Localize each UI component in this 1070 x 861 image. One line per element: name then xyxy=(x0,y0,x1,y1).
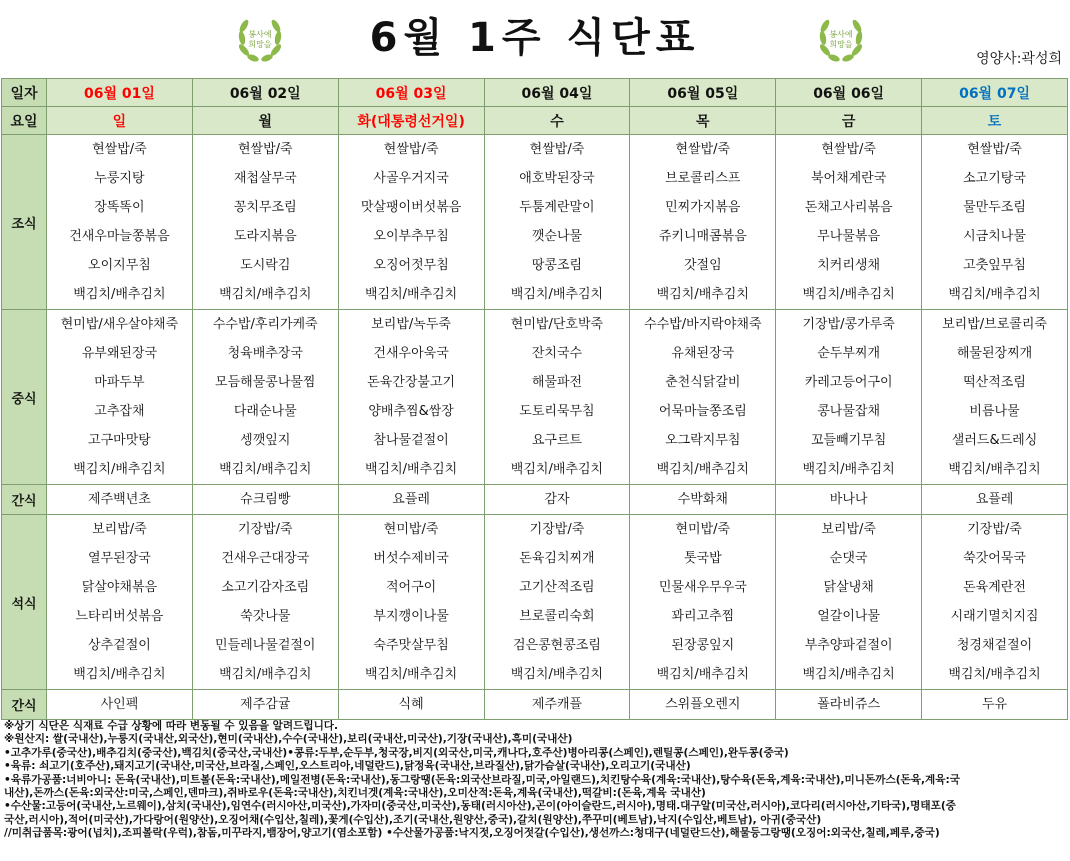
menu-item: 백김치/배추김치 xyxy=(510,462,604,477)
day-cell: 토 xyxy=(922,107,1068,135)
menu-item: 순두부찌개 xyxy=(817,346,881,361)
menu-item: 적어구이 xyxy=(385,580,437,595)
menu-item: 기장밥/죽 xyxy=(967,522,1022,537)
snack1-menu-cell xyxy=(630,485,776,515)
menu-item: 해물된장찌개 xyxy=(956,346,1033,361)
day-row xyxy=(2,107,1068,135)
lunch-menu-cell xyxy=(484,310,630,485)
breakfast-menu-cell xyxy=(338,135,484,310)
snack2-menu-cell xyxy=(338,690,484,720)
menu-item: 된장콩잎지 xyxy=(671,638,735,653)
menu-item: 현쌀밥/죽 xyxy=(675,142,731,157)
menu-item: 민들레나물겉절이 xyxy=(215,638,316,653)
menu-item: 치커리생채 xyxy=(817,258,881,273)
menu-item: 고추잡채 xyxy=(94,404,145,419)
breakfast-menu-cell xyxy=(922,135,1068,310)
menu-item: 톳국밥 xyxy=(683,551,722,566)
menu-item: 백김치/배추김치 xyxy=(73,667,166,682)
snack-item: 식혜 xyxy=(398,697,424,712)
menu-item: 도토리묵무침 xyxy=(519,404,595,419)
menu-item: 브로콜리스프 xyxy=(665,171,741,186)
menu-item: 깻순나물 xyxy=(531,229,583,244)
menu-item: 느타리버섯볶음 xyxy=(75,609,164,624)
lunch-menu-cell xyxy=(630,310,776,485)
menu-item: 청경채겉절이 xyxy=(956,638,1033,653)
menu-item: 백김치/배추김치 xyxy=(73,462,166,477)
menu-item: 요구르트 xyxy=(531,433,583,448)
menu-item: 카레고등어구이 xyxy=(804,375,893,390)
menu-item: 양배추찜&쌈장 xyxy=(368,404,454,419)
menu-item: 재첩살무국 xyxy=(233,171,297,186)
date-cell: 06월 05일 xyxy=(630,79,776,107)
menu-item: 오징어젓무침 xyxy=(373,258,449,273)
row-label-breakfast: 조식 xyxy=(2,135,47,310)
snack1-menu-cell xyxy=(922,485,1068,515)
footnote-line: //미취급품목:광어(넙치),조피볼락(우럭),참돔,미꾸라지,뱀장어,양고기(염소포함) •수산물가공품:낙지젓,오징어젓갈(수입산),생선까스:청대구(네덜란드산),해물등그랑땡(오징어:외국산,칠레,페루,중국) xyxy=(4,827,940,840)
snack1-menu-cell xyxy=(484,485,630,515)
dinner-menu-cell xyxy=(47,515,193,690)
menu-item: 쑥갓어묵국 xyxy=(963,551,1026,566)
day-cell: 목 xyxy=(630,107,776,135)
menu-item: 청육배추장국 xyxy=(227,346,303,361)
row-label-dinner: 석식 xyxy=(2,515,47,690)
footnote-line: 국산,러시아),적어(미국산),가다랑어(원양산),오징어채(수입산,칠레),꽃게(수입산),조기(국내산,원양산,중국),갈치(원양산),쭈꾸미(베트남),낙지(수입산,베트남), 아귀(중국산) xyxy=(4,813,822,826)
menu-item: 현쌀밥/죽 xyxy=(383,142,439,157)
date-cell: 06월 03일 xyxy=(338,79,484,107)
menu-item: 수수밥/바지락야채죽 xyxy=(644,317,762,332)
row-label-snack: 간식 xyxy=(2,690,47,720)
breakfast-menu-cell xyxy=(192,135,338,310)
menu-item: 보리밥/녹두죽 xyxy=(371,317,451,332)
menu-item: 백김치/배추김치 xyxy=(656,462,749,477)
menu-item: 떡산적조림 xyxy=(963,375,1026,390)
footnote-line: 내산),돈까스(돈육:외국산:미국,스페인,덴마크),쥐바로우(돈육:국내산),치킨너겟(계육:국내산),오미산적:돈육,계육(국내산),떡갈비:(돈육,계육 국내산) xyxy=(4,787,706,800)
menu-item: 기장밥/죽 xyxy=(237,522,293,537)
logo-emblem xyxy=(813,10,869,66)
menu-item: 도시락김 xyxy=(240,258,291,273)
breakfast-menu-cell xyxy=(630,135,776,310)
dinner-menu-cell xyxy=(776,515,922,690)
menu-item: 백김치/배추김치 xyxy=(656,667,749,682)
menu-item: 백김치/배추김치 xyxy=(73,287,166,302)
menu-item: 마파두부 xyxy=(94,375,145,390)
snack-item: 슈크림빵 xyxy=(240,492,291,507)
snack2-menu-cell xyxy=(47,690,193,720)
menu-item: 소고기감자조림 xyxy=(221,580,310,595)
menu-item: 백김치/배추김치 xyxy=(219,287,312,302)
snack2-menu-cell xyxy=(776,690,922,720)
menu-item: 갓절임 xyxy=(683,258,722,273)
menu-item: 샐러드&드레싱 xyxy=(951,433,1038,448)
menu-item: 백김치/배추김치 xyxy=(948,667,1041,682)
menu-item: 닭살야채볶음 xyxy=(81,580,158,595)
dinner-menu-cell xyxy=(922,515,1068,690)
menu-item: 보리밥/죽 xyxy=(821,522,876,537)
snack-row-evening xyxy=(2,690,1068,720)
menu-item: 고기산적조림 xyxy=(519,580,595,595)
menu-item: 백김치/배추김치 xyxy=(510,287,604,302)
menu-item: 북어채계란국 xyxy=(810,171,887,186)
menu-item: 검은콩현콩조림 xyxy=(513,638,601,653)
menu-item: 보리밥/죽 xyxy=(92,522,147,537)
lunch-menu-cell xyxy=(776,310,922,485)
menu-item: 닭살냉채 xyxy=(823,580,874,595)
snack-item: 제주백년초 xyxy=(88,492,151,507)
menu-item: 시래기멸치지짐 xyxy=(950,609,1039,624)
menu-item: 현미밥/새우살야채죽 xyxy=(60,317,179,332)
date-cell: 06월 01일 xyxy=(47,79,193,107)
snack2-menu-cell xyxy=(484,690,630,720)
menu-item: 숙주맛살무침 xyxy=(373,638,449,653)
menu-item: 고춧잎무침 xyxy=(963,258,1026,273)
menu-item: 기장밥/죽 xyxy=(529,522,585,537)
meal-table xyxy=(1,78,1068,720)
menu-item: 쑥갓나물 xyxy=(240,609,291,624)
menu-item: 백김치/배추김치 xyxy=(802,287,895,302)
row-label-snack: 간식 xyxy=(2,485,47,515)
menu-item: 상추겉절이 xyxy=(88,638,151,653)
snack-item: 스위플오렌지 xyxy=(665,697,741,712)
snack-item: 두유 xyxy=(981,697,1008,712)
menu-item: 부지깽이나물 xyxy=(373,609,449,624)
day-cell: 월 xyxy=(192,107,338,135)
snack-row-afternoon xyxy=(2,485,1068,515)
menu-item: 수수밥/후리가케죽 xyxy=(212,317,318,332)
snack2-menu-cell xyxy=(630,690,776,720)
menu-item: 버섯수제비국 xyxy=(373,551,449,566)
menu-item: 돈육김치찌개 xyxy=(519,551,595,566)
menu-item: 애호박된장국 xyxy=(519,171,595,186)
footnote-line: •고추가루(중국산),배추김치(중국산),백김치(중국산,국내산)•콩류:두부,순두부,청국장,비지(외국산,미국,캐나다,호주산)병아리콩(스페인),렌틸콩(스페인),완두콩(중국) xyxy=(4,746,789,759)
menu-item: 시금치나물 xyxy=(963,229,1026,244)
menu-item: 민찌가지볶음 xyxy=(665,200,741,215)
menu-item: 다래순나물 xyxy=(233,404,297,419)
menu-item: 모듬해물콩나물찜 xyxy=(215,375,316,390)
menu-item: 돈육간장불고기 xyxy=(367,375,456,390)
menu-item: 참나물겉절이 xyxy=(373,433,449,448)
menu-item: 물만두조림 xyxy=(963,200,1026,215)
menu-item: 춘천식닭갈비 xyxy=(665,375,741,390)
page-header xyxy=(0,0,1070,78)
menu-item: 건새우아욱국 xyxy=(373,346,449,361)
footnote-line: •육류가공품:너비아니: 돈육(국내산),미트볼(돈육:국내산),메일전병(돈육:국내산),동그랑땡(돈육:외국산브라질,미국,아일랜드),치킨탕수육(계육:국내산),탕수육(돈육,계육:국내산),미니돈까스(돈육,계육:국 xyxy=(4,773,960,786)
menu-item: 해물파전 xyxy=(531,375,583,390)
menu-item: 콩나물잡채 xyxy=(817,404,881,419)
lunch-row xyxy=(2,310,1068,485)
row-label-lunch: 중식 xyxy=(2,310,47,485)
menu-item: 꽁치무조림 xyxy=(233,200,297,215)
menu-item: 사골우거지국 xyxy=(373,171,449,186)
menu-item: 유채된장국 xyxy=(671,346,735,361)
menu-item: 부추양파겉절이 xyxy=(804,638,893,653)
snack-item: 감자 xyxy=(544,492,570,507)
date-cell: 06월 02일 xyxy=(192,79,338,107)
dinner-menu-cell xyxy=(338,515,484,690)
snack-item: 제주캐플 xyxy=(531,697,583,712)
day-cell: 수 xyxy=(484,107,630,135)
snack-item: 바나나 xyxy=(829,492,868,507)
menu-item: 백김치/배추김치 xyxy=(948,287,1041,302)
snack1-menu-cell xyxy=(338,485,484,515)
menu-item: 현쌀밥/죽 xyxy=(967,142,1022,157)
day-cell: 화(대통령선거일) xyxy=(338,107,484,135)
lunch-menu-cell xyxy=(922,310,1068,485)
dinner-menu-cell xyxy=(192,515,338,690)
row-label-date: 일자 xyxy=(2,79,47,107)
menu-item: 브로콜리숙회 xyxy=(519,609,595,624)
menu-item: 돈육계란전 xyxy=(963,580,1026,595)
menu-item: 현쌀밥/죽 xyxy=(821,142,876,157)
breakfast-row xyxy=(2,135,1068,310)
menu-item: 백김치/배추김치 xyxy=(364,462,458,477)
snack-item: 제주감귤 xyxy=(240,697,291,712)
snack1-menu-cell xyxy=(776,485,922,515)
snack-item: 폴라비쥬스 xyxy=(817,697,881,712)
menu-item: 현미밥/죽 xyxy=(383,522,439,537)
snack1-menu-cell xyxy=(47,485,193,515)
menu-item: 얼갈이나물 xyxy=(817,609,881,624)
footnote-line: ※상기 식단은 식재료 수급 상황에 따라 변동될 수 있음을 알려드립니다. xyxy=(4,720,339,732)
svg-text:봉사에: 봉사에 xyxy=(248,30,272,39)
breakfast-menu-cell xyxy=(47,135,193,310)
menu-item: 두툼계란말이 xyxy=(519,200,595,215)
dinner-row xyxy=(2,515,1068,690)
lunch-menu-cell xyxy=(47,310,193,485)
menu-item: 쥬키니매콤볶음 xyxy=(658,229,747,244)
menu-item: 유부왜된장국 xyxy=(81,346,158,361)
menu-item: 어묵마늘쫑조림 xyxy=(658,404,747,419)
menu-item: 비름나물 xyxy=(969,404,1020,419)
snack-item: 요플레 xyxy=(975,492,1014,507)
footnote-line: ※원산지: 쌀(국내산),누룽지(국내산,외국산),현미(국내산),수수(국내산),보리(국내산,미국산),기장(국내산),흑미(국내산) xyxy=(4,733,573,746)
day-cell: 금 xyxy=(776,107,922,135)
menu-item: 오이부추무침 xyxy=(373,229,449,244)
menu-item: 현쌀밥/죽 xyxy=(237,142,293,157)
footnote-line: •육류: 쇠고기(호주산),돼지고기(국내산,미국산,브라질,스페인,오스트리아,네덜란드),닭정육(국내산,브라질산),닭가슴살(국내산),오리고기(국내산) xyxy=(4,760,691,773)
svg-text:희망을: 희망을 xyxy=(248,40,272,49)
menu-item: 백김치/배추김치 xyxy=(656,287,749,302)
menu-item: 셍깻잎지 xyxy=(240,433,291,448)
menu-item: 오그락지무침 xyxy=(665,433,741,448)
snack-item: 수박화채 xyxy=(677,492,728,507)
date-cell: 06월 06일 xyxy=(776,79,922,107)
menu-item: 고구마맛탕 xyxy=(88,433,151,448)
menu-item: 맛살팽이버섯볶음 xyxy=(360,200,462,215)
menu-item: 건새우마늘쫑볶음 xyxy=(69,229,170,244)
menu-item: 민물새우무우국 xyxy=(658,580,747,595)
snack1-menu-cell xyxy=(192,485,338,515)
menu-item: 백김치/배추김치 xyxy=(802,462,895,477)
row-label-day: 요일 xyxy=(2,107,47,135)
menu-item: 현쌀밥/죽 xyxy=(529,142,585,157)
menu-item: 백김치/배추김치 xyxy=(948,462,1041,477)
menu-item: 무나물볶음 xyxy=(817,229,881,244)
nutritionist-name: 영양사:곽성희 xyxy=(976,51,1062,67)
snack-item: 사인펙 xyxy=(100,697,139,712)
menu-item: 현미밥/죽 xyxy=(675,522,731,537)
menu-item: 건새우근대장국 xyxy=(221,551,310,566)
menu-item: 백김치/배추김치 xyxy=(364,667,458,682)
menu-item: 현쌀밥/죽 xyxy=(92,142,147,157)
menu-item: 백김치/배추김치 xyxy=(510,667,604,682)
menu-item: 도라지볶음 xyxy=(233,229,297,244)
menu-item: 꼬들빼기무침 xyxy=(810,433,887,448)
menu-item: 보리밥/브로콜리죽 xyxy=(942,317,1047,332)
svg-text:봉사에: 봉사에 xyxy=(829,30,853,39)
menu-item: 오이지무침 xyxy=(88,258,151,273)
day-cell: 일 xyxy=(47,107,193,135)
breakfast-menu-cell xyxy=(776,135,922,310)
menu-item: 순댓국 xyxy=(829,551,868,566)
menu-item: 돈채고사리볶음 xyxy=(804,200,893,215)
snack-item: 요플레 xyxy=(392,492,430,507)
dinner-menu-cell xyxy=(630,515,776,690)
date-row xyxy=(2,79,1068,107)
menu-item: 꽈리고추찜 xyxy=(671,609,735,624)
page-title: 6월 1주 식단표 xyxy=(369,15,701,61)
menu-item: 백김치/배추김치 xyxy=(364,287,458,302)
snack2-menu-cell xyxy=(192,690,338,720)
menu-item: 백김치/배추김치 xyxy=(802,667,895,682)
menu-item: 열무된장국 xyxy=(88,551,151,566)
menu-item: 잔치국수 xyxy=(531,346,583,361)
menu-item: 백김치/배추김치 xyxy=(219,667,312,682)
menu-item: 소고기탕국 xyxy=(963,171,1026,186)
menu-item: 현미밥/단호박죽 xyxy=(510,317,604,332)
date-cell: 06월 04일 xyxy=(484,79,630,107)
breakfast-menu-cell xyxy=(484,135,630,310)
menu-item: 기장밥/콩가루죽 xyxy=(802,317,895,332)
date-cell: 06월 07일 xyxy=(922,79,1068,107)
svg-text:희망을: 희망을 xyxy=(829,40,853,49)
lunch-menu-cell xyxy=(338,310,484,485)
menu-item: 백김치/배추김치 xyxy=(219,462,312,477)
dinner-menu-cell xyxy=(484,515,630,690)
footnote-line: •수산물:고등어(국내산,노르웨이),삼치(국내산),임연수(러시아산,미국산),가자미(중국산,미국산),동태(러시아산),곤이(아이슬란드,러시아),명태.대구알(미국산,러시아),코다리(러시아산,기타국),명태포(중 xyxy=(4,800,956,813)
footnotes xyxy=(4,720,1066,841)
snack2-menu-cell xyxy=(922,690,1068,720)
menu-item: 장똑똑이 xyxy=(94,200,145,215)
menu-item: 땅콩조림 xyxy=(531,258,583,273)
menu-item: 누룽지탕 xyxy=(94,171,145,186)
lunch-menu-cell xyxy=(192,310,338,485)
